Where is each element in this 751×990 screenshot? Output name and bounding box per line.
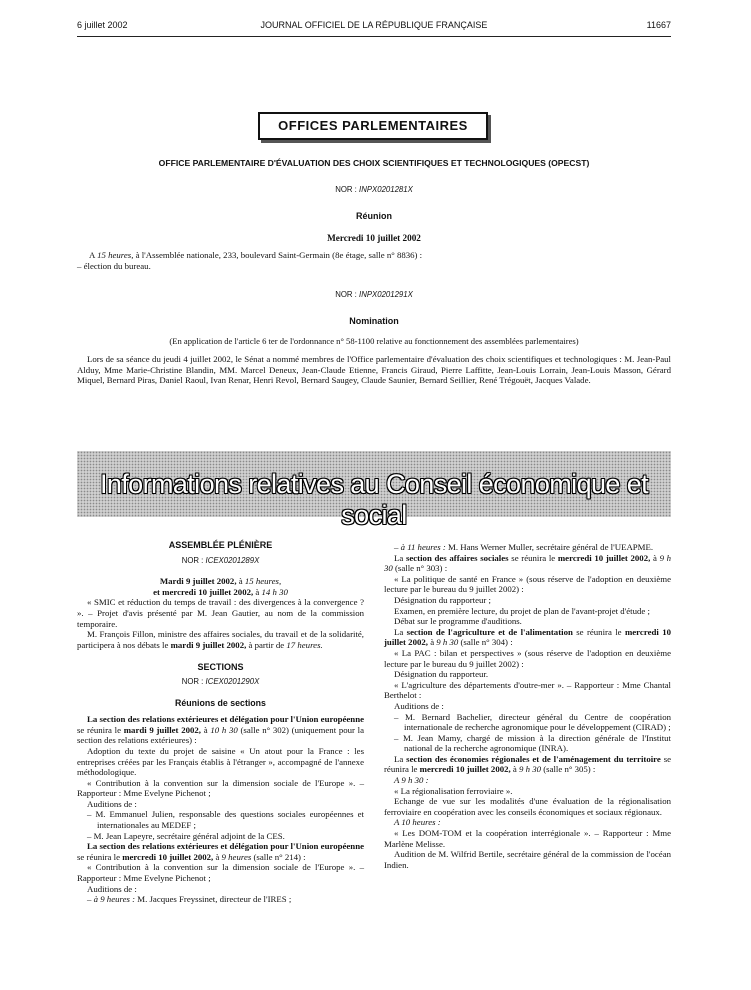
s1-p1: Adoption du texte du projet de saisine « Un atout pour la France : les entreprises créées par les Français établis à l'étranger », accompagné de l'annexe méthodologique.	[77, 745, 364, 778]
s1-auditions: Auditions de :	[87, 798, 137, 809]
s3-p4: Débat sur le programme d'auditions.	[394, 616, 522, 627]
s4-auditions: Auditions de :	[394, 700, 444, 711]
pleniere-p1: « SMIC et réduction du temps de travail : des divergences à la convergence ? ». – Projet d'avis présenté par M. Jean Gautier, au nom de la commission temporaire.	[77, 597, 364, 629]
sections-subheading: Réunions de sections	[175, 697, 266, 708]
nomination-body	[77, 354, 671, 386]
section-relations-2: La section des relations extérieures et délégation pour l'Union européenne se réunira le mercredi 10 juillet 2002, à 9 heures (salle n° 214) :	[77, 841, 364, 862]
header-journal-title: JOURNAL OFFICIEL DE LA RÉPUBLIQUE FRANÇAISE	[260, 20, 488, 30]
nor-pleniere: NOR : ICEX0201289X	[181, 555, 260, 565]
s2-p1: « Contribution à la convention sur la dimension sociale de l'Europe ». – Rapporteur : Mme Evelyne Pichenot ;	[77, 862, 364, 884]
section-relations-1: La section des relations extérieures et délégation pour l'Union européenne se réunira le mardi 9 juillet 2002, à 10 h 30 (salle n° 302) (uniquement pour la section des relations extérieures) :	[77, 714, 365, 746]
nor-code: INPX0201291X	[359, 290, 413, 299]
s5-p2: Echange de vue sur les modalités d'une évaluation de la régionalisation ferroviaire en coopération avec les conseils économiques et sociaux régionaux.	[384, 796, 671, 817]
nor-label: NOR :	[335, 290, 357, 299]
s4-audition-2: – M. Jean Mamy, chargé de mission à la direction générale de l'Institut national de la recherche agronomique (INRA).	[394, 732, 671, 754]
banner-title: Informations relatives au Conseil économique et social	[99, 469, 649, 530]
s2-auditions: Auditions de :	[87, 883, 137, 894]
pleniere-dates: Mardi 9 juillet 2002, à 15 heures, et mercredi 10 juillet 2002, à 14 h 30	[153, 576, 288, 597]
section-box-title: OFFICES PARLEMENTAIRES	[258, 112, 488, 140]
office-title: OFFICE PARLEMENTAIRE D'ÉVALUATION DES CHOIX SCIENTIFIQUES ET TECHNOLOGIQUES (OPECST)	[158, 158, 590, 168]
s5-p4: Audition de M. Wilfrid Bertile, secrétaire général de la commission de l'océan Indien.	[384, 849, 671, 870]
s3-p3: Examen, en première lecture, du projet de plan de l'avant-projet d'étude ;	[394, 605, 650, 616]
right-column	[384, 542, 671, 870]
nor-sections: NOR : ICEX0201290X	[181, 676, 260, 686]
reunion-date: Mercredi 10 juillet 2002	[327, 233, 421, 243]
section-agriculture: La section de l'agriculture et de l'alimentation se réunira le mercredi 10 juillet 2002, à 9 h 30 (salle n° 304) :	[384, 626, 671, 648]
header-rule	[77, 36, 671, 37]
s1-p2: « Contribution à la convention sur la dimension sociale de l'Europe ». – Rapporteur : Mme Evelyne Pichenot ;	[77, 777, 364, 799]
nor-nomination	[77, 290, 671, 299]
s5-time-2: A 10 heures :	[394, 817, 441, 828]
s3-p2: Désignation du rapporteur ;	[394, 594, 491, 605]
reunion-body	[77, 250, 671, 271]
s4-p2: Désignation du rapporteur.	[394, 669, 489, 680]
reunion-heading: Réunion	[356, 211, 392, 221]
s2-audition-1: – à 9 heures : M. Jacques Freyssinet, directeur de l'IRES ;	[87, 894, 292, 905]
header-page-number: 11667	[646, 20, 671, 30]
nomination-application: (En application de l'article 6 ter de l'ordonnance n° 58-1100 relative au fonctionnement des assemblées parlementaires)	[169, 336, 579, 346]
nor-label: NOR :	[335, 185, 357, 194]
r1-audition: – à 11 heures : M. Hans Werner Muller, secrétaire général de l'UEAPME.	[394, 542, 654, 552]
page-header	[77, 20, 671, 34]
pleniere-heading: ASSEMBLÉE PLÉNIÈRE	[168, 540, 273, 550]
ces-banner	[77, 451, 671, 530]
s4-audition-1: – M. Bernard Bachelier, directeur général du Centre de coopération internationale de recherche agronomique pour le développement (CIRAD) ;	[394, 711, 671, 733]
s1-audition-1: – M. Emmanuel Julien, responsable des questions sociales européennes et internationales au MEDEF ;	[87, 809, 364, 831]
nomination-heading: Nomination	[349, 316, 399, 326]
section-affaires-sociales: La section des affaires sociales se réunira le mercredi 10 juillet 2002, à 9 h 30 (salle n° 303) :	[384, 552, 672, 574]
nor-code: INPX0201281X	[359, 185, 413, 194]
s3-p1: « La politique de santé en France » (sous réserve de l'adoption en deuxième lecture par le bureau du 9 juillet 2002) :	[384, 573, 671, 595]
s5-time-1: A 9 h 30 :	[394, 775, 429, 786]
header-date: 6 juillet 2002	[77, 20, 128, 30]
nomination-text: Lors de sa séance du jeudi 4 juillet 2002, le Sénat a nommé membres de l'Office parlementaire d'évaluation des choix scientifiques et technologiques : M. Jean-Paul Alduy, Mme Marie-Christine Blandin, MM. Marcel Deneux, Jean-Claude Etienne, Francis Giraud, Pierre Laffitte, Jean-Louis Lorrain, Jean-Louis Masson, Gérard Miquel, Bernard Piras, Daniel Raoul, Ivan Renar, Henri Revol, Bernard Saugey, Claude Saunier, Bernard Seillier, René Trégouët, Jacques Valade.	[77, 354, 671, 386]
left-column	[77, 540, 364, 905]
s5-p1: « La régionalisation ferroviaire ».	[394, 785, 513, 796]
sections-heading: SECTIONS	[197, 662, 244, 673]
s4-p3: « L'agriculture des départements d'outre-mer ». – Rapporteur : Mme Chantal Berthelot :	[384, 679, 671, 701]
reunion-text: A 15 heures, à l'Assemblée nationale, 233, boulevard Saint-Germain (8e étage, salle n° 8836) :	[89, 250, 423, 260]
reunion-item: – élection du bureau.	[77, 260, 151, 271]
s5-p3: « Les DOM-TOM et la coopération interrégionale ». – Rapporteur : Mme Marlène Melisse.	[384, 828, 671, 849]
s1-audition-2: – M. Jean Lapeyre, secrétaire général adjoint de la CES.	[87, 830, 285, 841]
nor-reunion	[77, 185, 671, 194]
section-economies-regionales: La section des économies régionales et de l'aménagement du territoire se réunira le mercredi 10 juillet 2002, à 9 h 30 (salle n° 305) :	[384, 753, 672, 775]
pleniere-p2: M. François Fillon, ministre des affaires sociales, du travail et de la solidarité, participera à nos débats le mardi 9 juillet 2002, à partir de 17 heures.	[77, 629, 364, 650]
s4-p1: « La PAC : bilan et perspectives » (sous réserve de l'adoption en deuxième lecture par le bureau du 9 juillet 2002) :	[384, 647, 671, 669]
